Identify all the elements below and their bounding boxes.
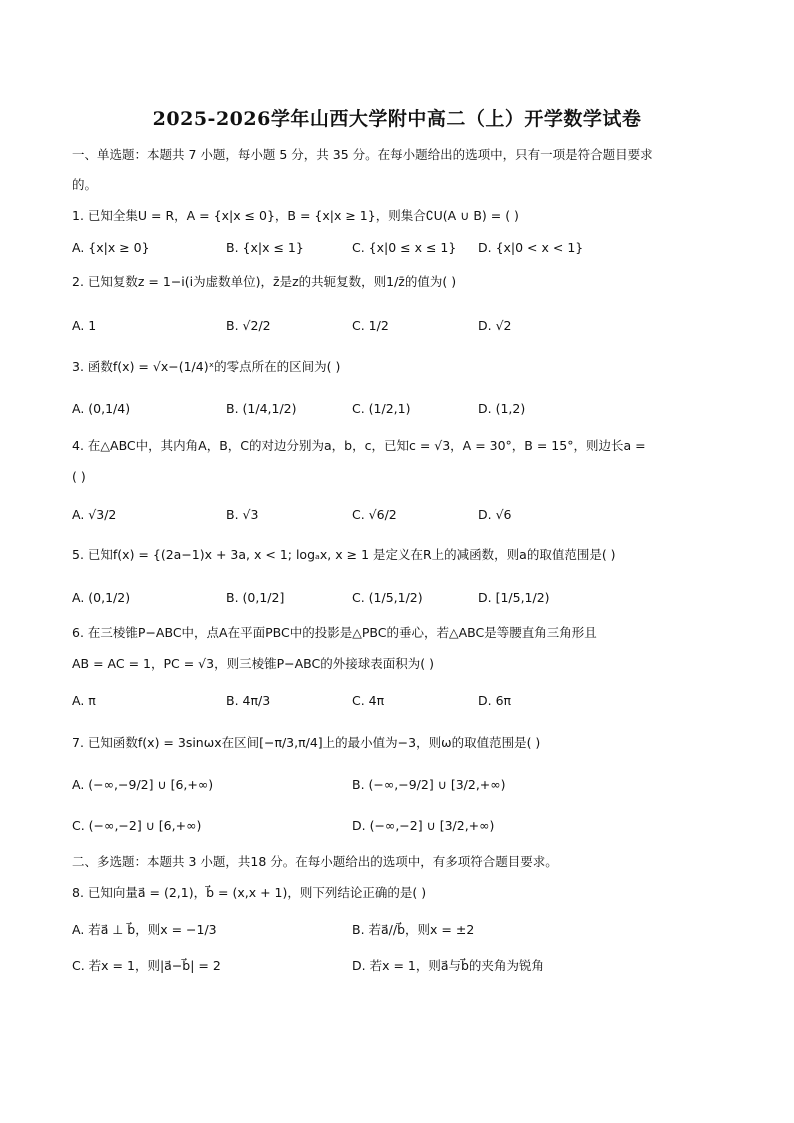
question-8-option-c: C. 若x = 1，则|a⃗−b⃗| = 2 (72, 958, 221, 973)
question-6-stem-cont: AB = AC = 1，PC = √3，则三棱锥P−ABC的外接球表面积为( ) (72, 656, 434, 671)
question-4-option-d: D. √6 (478, 507, 512, 522)
exam-title: 2025-2026学年山西大学附中高二（上）开学数学试卷 (152, 108, 642, 130)
question-7-option-b: B. (−∞,−9/2] ∪ [3/2,+∞) (352, 777, 506, 792)
question-3-option-c: C. (1/2,1) (352, 401, 411, 416)
question-5-option-a: A. (0,1/2) (72, 590, 131, 605)
question-5-option-b: B. (0,1/2] (226, 590, 285, 605)
question-7-option-d: D. (−∞,−2] ∪ [3/2,+∞) (352, 818, 495, 833)
question-3-option-a: A. (0,1/4) (72, 401, 131, 416)
question-7-stem: 7. 已知函数f(x) = 3sinωx在区间[−π/3,π/4]上的最小值为−3，则ω的取值范围是( ) (72, 735, 541, 750)
question-2-stem: 2. 已知复数z = 1−i(i为虚数单位)，z̄是z的共轭复数，则1/z̄的值为( ) (72, 274, 457, 289)
question-2-option-a: A. 1 (72, 318, 97, 333)
section-single-header-cont: 的。 (72, 177, 98, 192)
question-5-option-d: D. [1/5,1/2) (478, 590, 550, 605)
question-1-stem: 1. 已知全集U = R，A = {x|x ≤ 0}，B = {x|x ≥ 1}，则集合∁U(A ∪ B) = ( ) (72, 208, 519, 223)
question-8-option-d: D. 若x = 1，则a⃗与b⃗的夹角为锐角 (352, 958, 544, 973)
question-6-option-d: D. 6π (478, 693, 512, 708)
question-3-option-b: B. (1/4,1/2) (226, 401, 297, 416)
question-7-option-a: A. (−∞,−9/2] ∪ [6,+∞) (72, 777, 214, 792)
question-4-option-c: C. √6/2 (352, 507, 397, 522)
question-2-option-c: C. 1/2 (352, 318, 389, 333)
section-multi-header: 二、多选题：本题共 3 小题，共18 分。在每小题给出的选项中，有多项符合题目要求。 (72, 854, 558, 869)
question-3-stem: 3. 函数f(x) = √x−(1/4)ˣ的零点所在的区间为( ) (72, 359, 341, 374)
question-8-option-a: A. 若a⃗ ⊥ b⃗，则x = −1/3 (72, 922, 217, 937)
question-2-option-d: D. √2 (478, 318, 512, 333)
question-1-option-a: A. {x|x ≥ 0} (72, 240, 150, 255)
question-5-stem: 5. 已知f(x) = {(2a−1)x + 3a, x < 1; logₐx, x ≥ 1 是定义在R上的减函数，则a的取值范围是( ) (72, 547, 616, 562)
question-4-option-b: B. √3 (226, 507, 259, 522)
question-2-option-b: B. √2/2 (226, 318, 271, 333)
question-4-stem-cont: ( ) (72, 469, 86, 484)
question-8-stem: 8. 已知向量a⃗ = (2,1)，b⃗ = (x,x + 1)，则下列结论正确的是( ) (72, 885, 427, 900)
question-1-option-c: C. {x|0 ≤ x ≤ 1} (352, 240, 457, 255)
question-8-option-b: B. 若a⃗//b⃗，则x = ±2 (352, 922, 475, 937)
question-6-option-a: A. π (72, 693, 96, 708)
question-7-option-c: C. (−∞,−2] ∪ [6,+∞) (72, 818, 202, 833)
question-4-stem: 4. 在△ABC中，其内角A，B，C的对边分别为a，b，c，已知c = √3，A = 30°，B = 15°，则边长a = (72, 438, 646, 453)
question-5-option-c: C. (1/5,1/2) (352, 590, 423, 605)
question-1-option-b: B. {x|x ≤ 1} (226, 240, 304, 255)
question-6-option-b: B. 4π/3 (226, 693, 271, 708)
question-6-stem: 6. 在三棱锥P−ABC中，点A在平面PBC中的投影是△PBC的垂心，若△ABC是等腰直角三角形且 (72, 625, 597, 640)
question-4-option-a: A. √3/2 (72, 507, 117, 522)
question-3-option-d: D. (1,2) (478, 401, 526, 416)
question-6-option-c: C. 4π (352, 693, 385, 708)
section-single-header: 一、单选题：本题共 7 小题，每小题 5 分，共 35 分。在每小题给出的选项中，只有一项是符合题目要求 (72, 147, 653, 162)
question-1-option-d: D. {x|0 < x < 1} (478, 240, 584, 255)
